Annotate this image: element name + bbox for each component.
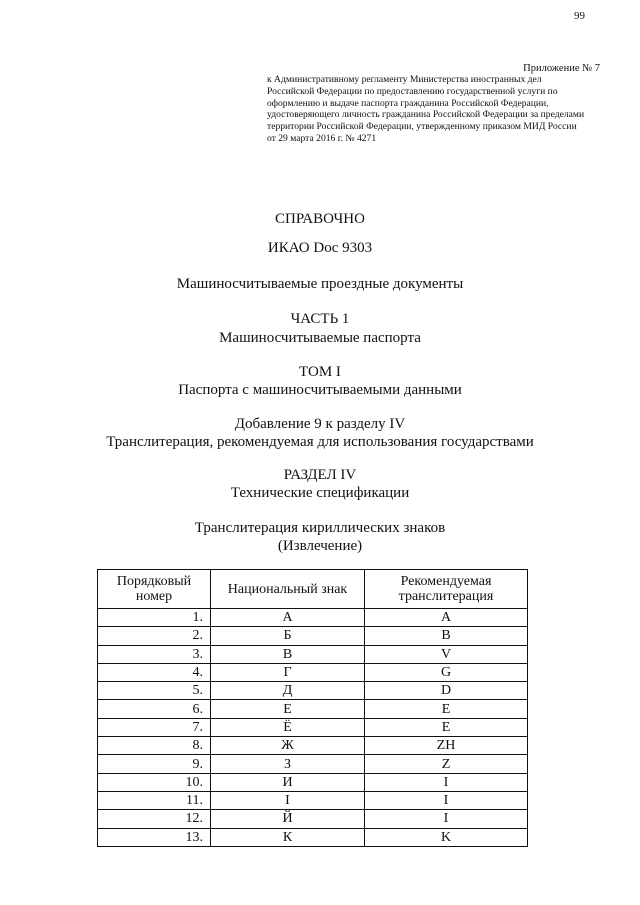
- table-row: [98, 718, 528, 736]
- table-row: [98, 737, 528, 755]
- table-row: [98, 773, 528, 791]
- table-row: [98, 682, 528, 700]
- transliteration-table: [97, 569, 528, 847]
- appendix-body: [267, 74, 600, 145]
- table-row: [98, 627, 528, 645]
- national-sign: З: [211, 755, 365, 773]
- row-number: 7.: [98, 718, 211, 736]
- table-header-row: [98, 570, 528, 609]
- transliteration: E: [365, 700, 528, 718]
- national-sign: Ё: [211, 718, 365, 736]
- table-row: [98, 791, 528, 809]
- reference-label: СПРАВОЧНО: [275, 211, 365, 227]
- row-number: 2.: [98, 627, 211, 645]
- transliteration: K: [365, 828, 528, 846]
- national-sign: К: [211, 828, 365, 846]
- appendix-line: оформлению и выдаче паспорта гражданина Российской Федерации,: [267, 97, 549, 109]
- table-note: (Извлечение): [277, 538, 363, 554]
- national-sign: И: [211, 773, 365, 791]
- transliteration: ZH: [365, 737, 528, 755]
- transliteration: Z: [365, 755, 528, 773]
- section-label: РАЗДЕЛ IV: [283, 467, 357, 483]
- document-subject: Машиносчитываемые проездные документы: [176, 276, 464, 292]
- row-number: 6.: [98, 700, 211, 718]
- transliteration: I: [365, 773, 528, 791]
- transliteration: G: [365, 663, 528, 681]
- transliteration: D: [365, 682, 528, 700]
- page-number: 99: [574, 10, 585, 22]
- transliteration: E: [365, 718, 528, 736]
- appendix-line: удостоверяющего личность гражданина Российской Федерации за пределами: [267, 109, 585, 121]
- row-number: 11.: [98, 791, 211, 809]
- table-row: [98, 828, 528, 846]
- row-number: 4.: [98, 663, 211, 681]
- row-number: 9.: [98, 755, 211, 773]
- table-row: [98, 609, 528, 627]
- transliteration: I: [365, 810, 528, 828]
- volume-title: Паспорта с машиносчитываемыми данными: [178, 382, 462, 398]
- table-row: [98, 645, 528, 663]
- national-sign: Д: [211, 682, 365, 700]
- national-sign: Б: [211, 627, 365, 645]
- national-sign: І: [211, 791, 365, 809]
- appendix-title: Приложение № 7: [523, 63, 600, 74]
- table-row: [98, 755, 528, 773]
- part-label: ЧАСТЬ 1: [290, 311, 350, 327]
- row-number: 13.: [98, 828, 211, 846]
- row-number: 12.: [98, 810, 211, 828]
- national-sign: Г: [211, 663, 365, 681]
- volume-label: ТОМ I: [299, 364, 341, 380]
- header-transliteration: Рекомендуемая транслитерация: [365, 570, 528, 609]
- table-row: [98, 700, 528, 718]
- addendum-title: Транслитерация, рекомендуемая для использования государствами: [106, 434, 534, 450]
- appendix-line: Российской Федерации по предоставлению государственной услуги по: [267, 85, 558, 97]
- transliteration: B: [365, 627, 528, 645]
- transliteration: A: [365, 609, 528, 627]
- appendix-line: территории Российской Федерации, утвержденному приказом МИД России: [267, 121, 577, 133]
- header-number: Порядковый номер: [98, 570, 211, 609]
- section-title: Технические спецификации: [230, 485, 410, 501]
- national-sign: Ж: [211, 737, 365, 755]
- row-number: 5.: [98, 682, 211, 700]
- header-national-sign: Национальный знак: [211, 570, 365, 609]
- document-code: ИКАО Doc 9303: [267, 240, 373, 256]
- table-row: [98, 810, 528, 828]
- national-sign: В: [211, 645, 365, 663]
- appendix-line: к Административному регламенту Министерства иностранных дел: [267, 74, 542, 85]
- national-sign: А: [211, 609, 365, 627]
- national-sign: Е: [211, 700, 365, 718]
- transliteration: I: [365, 791, 528, 809]
- transliteration: V: [365, 645, 528, 663]
- part-title: Машиносчитываемые паспорта: [219, 330, 421, 346]
- row-number: 1.: [98, 609, 211, 627]
- national-sign: Й: [211, 810, 365, 828]
- row-number: 8.: [98, 737, 211, 755]
- row-number: 10.: [98, 773, 211, 791]
- table-title: Транслитерация кириллических знаков: [194, 520, 446, 536]
- table-row: [98, 663, 528, 681]
- addendum-label: Добавление 9 к разделу IV: [234, 416, 406, 432]
- appendix-line: от 29 марта 2016 г. № 4271: [267, 132, 377, 144]
- row-number: 3.: [98, 645, 211, 663]
